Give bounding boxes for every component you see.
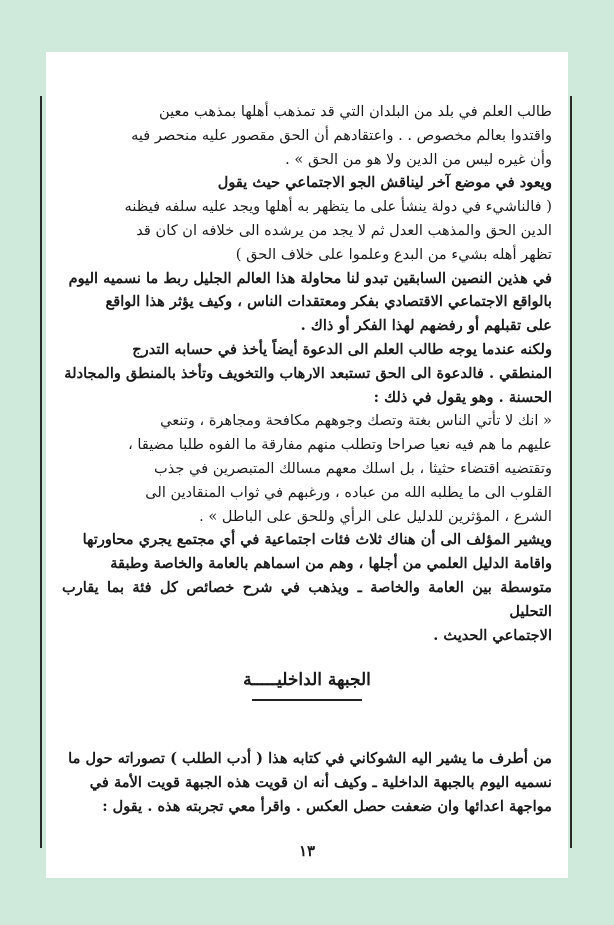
paragraph-1: [62, 100, 552, 171]
text-line: ولكنه عندما يوجه طالب العلم الى الدعوة أيضاً يأخذ في حسابه التدرج: [132, 340, 552, 358]
paragraph-7: [62, 528, 552, 647]
text-line: تظهر أهله بشيء من البدع وعلموا على خلاف الحق ): [235, 245, 552, 263]
heading-underline: [252, 699, 362, 701]
text-line: « انك لا تأتي الناس بغتة وتصك وجوههم مكافحة ومجاهرة ، وتنعي: [160, 412, 552, 430]
paragraph-5: [62, 338, 552, 409]
text-line: ( فالناشيء في دولة ينشأ على ما يتظهر به أهلها ويجد عليه سلفه فيظنه: [124, 198, 552, 216]
right-margin-rule: [570, 96, 572, 848]
text-line: في هذين النصين السابقين تبدو لنا محاولة هذا العالم الجليل ربط ما نسميه اليوم: [68, 269, 552, 287]
text-line: المنطقي . فالدعوة الى الحق تستبعد الارهاب والتخويف وتأخذ بالمنطق والمجادلة: [64, 364, 552, 382]
page-number: ١٣: [298, 842, 316, 860]
text-line: القلوب الى ما يطلبه الله من عباده ، ورغبهم في ثواب المنقادين الى: [145, 483, 552, 501]
text-line: عليهم ما هم فيه نعيا صراحا وتطلب منهم مفارقة ما الفوه طلبا مضيقا ،: [128, 436, 552, 454]
text-line: ويعود في موضع آخر ليناقش الجو الاجتماعي حيث يقول: [217, 174, 552, 192]
text-line: وتقتضيه اقتضاء حثيثا ، بل اسلك معهم مسالك المتبصرين في جذب: [154, 459, 552, 477]
paragraph-2: [62, 171, 552, 195]
text-line: بالواقع الاجتماعي الاقتصادي بفكر ومعتقدات الناس ، وكيف يؤثر هذا الواقع: [105, 293, 552, 311]
text-line: مواجهة اعدائها وان ضعفت حصل العكس . واقرأ معي تجربته هذه . يقول :: [102, 797, 552, 815]
text-line: واقتدوا بعالم مخصوص . . واعتقادهم أن الحق مقصور عليه منحصر فيه: [131, 126, 552, 144]
quote-paragraph: [62, 409, 552, 528]
paragraph-after-heading: [62, 747, 552, 818]
text-line: ويشير المؤلف الى أن هناك ثلاث فئات اجتماعية في أي مجتمع يجري محاورتها: [82, 531, 552, 549]
left-margin-rule: [40, 96, 42, 848]
paragraph-4: [62, 267, 552, 338]
text-line: الدين الحق والمذهب العدل ثم لا يجد من يرشده الى خلافه ان كان قد: [136, 221, 552, 239]
text-line: واقامة الدليل العلمي من أجلها ، وهم من اسماهم بالعامة والخاصة وطبقة: [110, 555, 552, 573]
text-line: طالب العلم في بلد من البلدان التي قد تمذهب أهلها بمذهب معين: [159, 103, 552, 120]
text-line: من أطرف ما يشير اليه الشوكاني في كتابه هذا ( أدب الطلب ) تصوراته حول ما: [68, 750, 552, 768]
paragraph-3: [62, 195, 552, 266]
text-line: الحسنة . وهو يقول في ذلك :: [373, 388, 552, 406]
page-body: [62, 100, 552, 819]
text-line: الشرع ، المؤثرين للدليل على الرأي وللحق على الباطل » .: [199, 507, 552, 525]
section-heading: الجبهة الداخليـــــة: [243, 670, 371, 691]
text-line: متوسطة بين العامة والخاصة ـ ويذهب في شرح خصائص كل فئة بما يقارب التحليل: [62, 578, 552, 620]
text-line: نسميه اليوم بالجبهة الداخلية ـ وكيف أنه ان قويت هذه الجبهة قويت الأمة في: [89, 773, 552, 791]
text-line: على تقبلهم أو رفضهم لهذا الفكر أو ذاك .: [300, 317, 552, 335]
text-line: الاجتماعي الحديث .: [433, 626, 552, 644]
text-line: وأن غيره ليس من الدين ولا هو من الحق » .: [285, 150, 552, 168]
